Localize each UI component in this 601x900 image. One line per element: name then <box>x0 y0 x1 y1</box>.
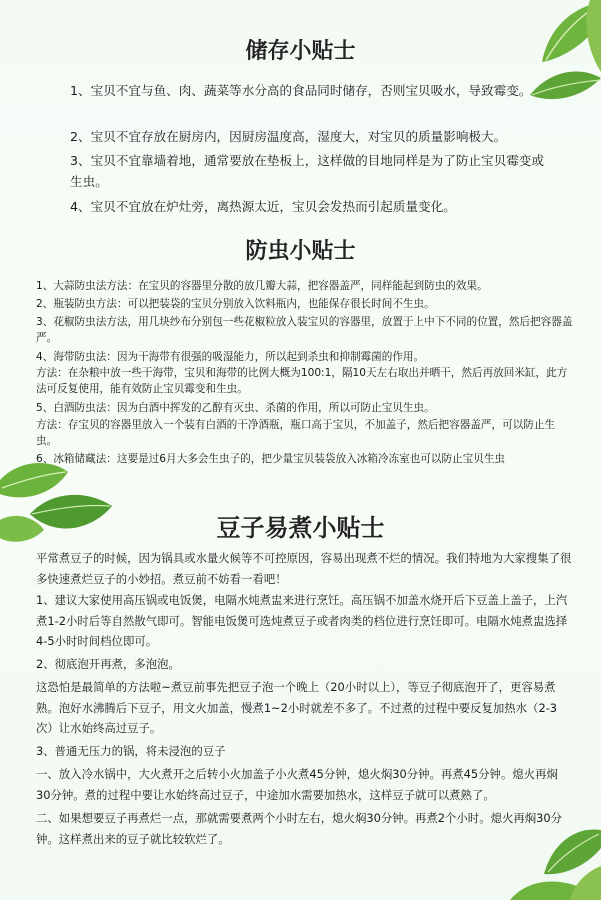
pest-tip-2: 2、瓶装防虫方法：可以把装袋的宝贝分别放入饮料瓶内，也能保存很长时间不生虫。 <box>36 298 435 310</box>
beans-tip-2: 2、彻底泡开再煮，多泡泡。 <box>36 657 180 671</box>
pest-section-title: 防虫小贴士 <box>245 239 356 264</box>
storage-tip-3: 3、宝贝不宜靠墙着地，通常要放在垫板上，这样做的目地同样是为了防止宝贝霉变或生虫。 <box>70 153 544 189</box>
pest-tip-5: 5、白酒防虫法：因为白酒中挥发的乙醇有灭虫、杀菌的作用，所以可防止宝贝生虫。 <box>36 402 435 414</box>
beans-tip-3-step-2: 二、如果想要豆子再煮烂一点，那就需要煮两个小时左右，熄火焖30分钟。再煮2个小时。熄火再焖30分钟。这样煮出来的豆子就比较软烂了。 <box>36 811 563 846</box>
beans-section-title: 豆子易煮小贴士 <box>216 514 385 542</box>
beans-tip-3-step-1: 一、放入冷水锅中，大火煮开之后转小火加盖子小火煮45分钟，熄火焖30分钟。再煮45分钟。熄火再焖30分钟。煮的过程中要让水始终高过豆子，中途加水需要加热水，这样豆子就可以煮熟了。 <box>36 767 558 802</box>
beans-tip-2-detail: 这恐怕是最简单的方法啦~煮豆前事先把豆子泡一个晚上（20小时以上），等豆子彻底泡开了，更容易煮熟。泡好水沸腾后下豆子，用文火加盖，慢煮1~2小时就差不多了。不过煮的过程中要反复加热水（2-3次）让水始终高过豆子。 <box>36 680 558 735</box>
beans-intro: 平常煮豆子的时候，因为锅具或水量火候等不可控原因，容易出现煮不烂的情况。我们特地为大家搜集了很多快速煮烂豆子的小妙招。煮豆前不妨看一看吧！ <box>36 551 572 586</box>
pest-tip-4-method: 方法：在杂粮中放一些干海带，宝贝和海带的比例大概为100:1，隔10天左右取出并晒干，然后再放回米缸，此方法可反复使用，能有效防止宝贝霉变和生虫。 <box>36 367 568 395</box>
storage-tip-2: 2、宝贝不宜存放在厨房内，因厨房温度高，湿度大，对宝贝的质量影响极大。 <box>70 129 507 144</box>
storage-tip-1: 1、宝贝不宜与鱼、肉、蔬菜等水分高的食品同时储存，否则宝贝吸水，导致霉变。 <box>70 83 532 98</box>
beans-tip-3: 3、普通无压力的锅，将未浸泡的豆子 <box>36 744 226 758</box>
storage-section-title: 储存小贴士 <box>245 39 356 64</box>
pest-tip-4: 4、海带防虫法：因为干海带有很强的吸湿能力，所以起到杀虫和抑制霉菌的作用。 <box>36 351 425 363</box>
beans-tip-1: 1、建议大家使用高压锅或电饭煲，电隔水炖煮盅来进行烹饪。高压锅不加盖水烧开后下豆盖上盖子，上汽煮1-2小时后等自然散气即可。智能电饭煲可选炖煮豆子或者肉类的档位进行烹饪即可。电隔水炖煮盅选择4-5小时时间档位即可。 <box>36 593 568 648</box>
storage-tip-4: 4、宝贝不宜放在炉灶旁，离热源太近，宝贝会发热而引起质量变化。 <box>70 199 456 214</box>
pest-tip-5-method: 方法：存宝贝的容器里放入一个装有白酒的干净酒瓶，瓶口高于宝贝，不加盖子，然后把容器盖严，可以防止生虫。 <box>36 419 556 447</box>
pest-tip-1: 1、大蒜防虫法方法：在宝贝的容器里分散的放几瓣大蒜，把容器盖严，同样能起到防虫的效果。 <box>36 280 488 292</box>
pest-tip-6: 6、冰箱储藏法：这要是过6月大多会生虫子的，把少量宝贝装袋放入冰箱冷冻室也可以防止宝贝生虫 <box>36 453 506 465</box>
pest-tip-3: 3、花椒防虫法方法，用几块纱布分别包一些花椒粒放入装宝贝的容器里，放置于上中下不同的位置，然后把容器盖严。 <box>36 316 573 344</box>
